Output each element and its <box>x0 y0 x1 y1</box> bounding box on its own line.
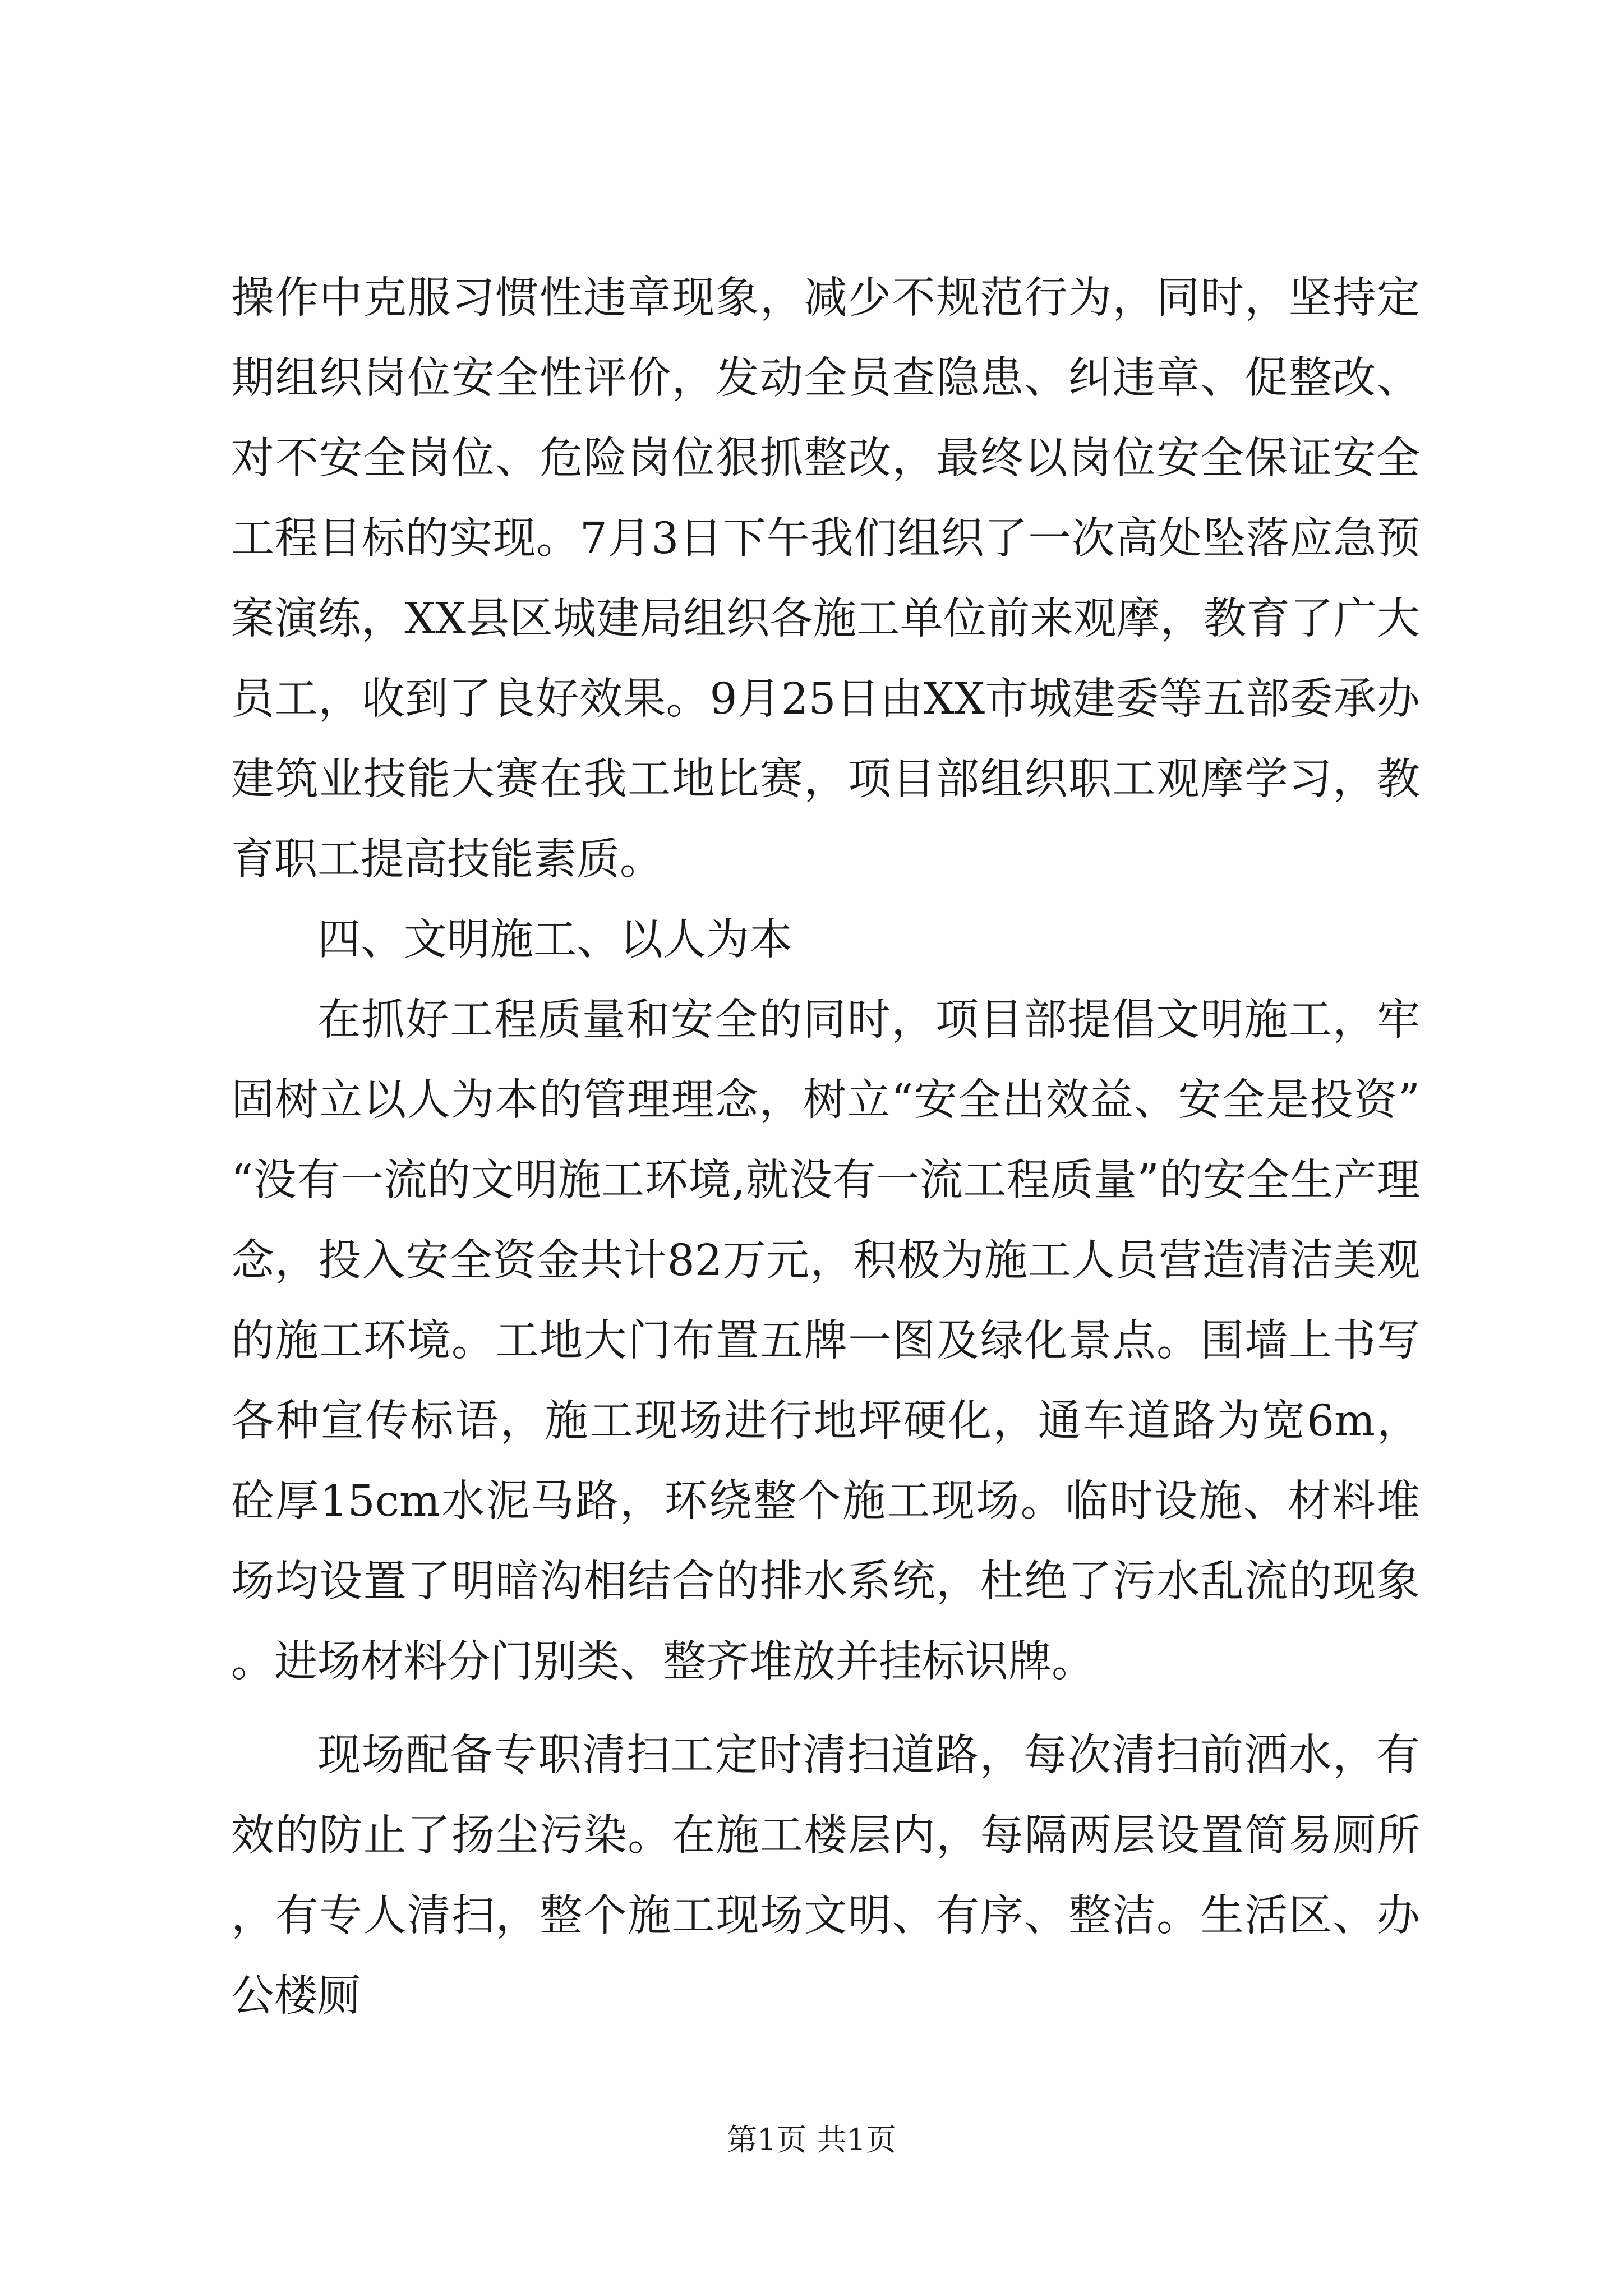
paragraph-civilized-construction: 在抓好工程质量和安全的同时，项目部提倡文明施工，牢固树立以人为本的管理理念，树立“安全出效益、安全是投资”“没有一流的文明施工环境,就没有一流工程质量”的安全生产理念，投入安全资金共计82万元，积极为施工人员营造清洁美观的施工环境。工地大门布置五牌一图及绿化景点。围墙上书写各种宣传标语，施工现场进行地坪硬化，通车道路为宽6m，砼厚15cm水泥马路，环绕整个施工现场。临时设施、材料堆场均设置了明暗沟相结合的排水系统，杜绝了污水乱流的现象。进场材料分门别类、整齐堆放并挂标识牌。 <box>231 995 1420 1687</box>
page-number: 第1页 共1页 <box>727 2122 896 2157</box>
page-footer <box>0 2120 1623 2160</box>
document-body <box>231 258 1420 2036</box>
paragraph-safety-training: 操作中克服习惯性违章现象，减少不规范行为，同时，坚持定期组织岗位安全性评价，发动全员查隐患、纠违章、促整改、对不安全岗位、危险岗位狠抓整改，最终以岗位安全保证安全工程目标的实现。7月3日下午我们组织了一次高处坠落应急预案演练，XX县区城建局组织各施工单位前来观摩，教育了广大员工，收到了良好效果。9月25日由XX市城建委等五部委承办建筑业技能大赛在我工地比赛，项目部组织职工观摩学习，教育职工提高技能素质。 <box>231 273 1420 885</box>
section-heading-civilized-construction: 四、文明施工、以人为本 <box>317 915 792 965</box>
paragraph-site-cleaning: 现场配备专职清扫工定时清扫道路，每次清扫前洒水，有效的防止了扬尘污染。在施工楼层内，每隔两层设置简易厕所，有专人清扫，整个施工现场文明、有序、整洁。生活区、办公楼厕 <box>231 1731 1420 2021</box>
